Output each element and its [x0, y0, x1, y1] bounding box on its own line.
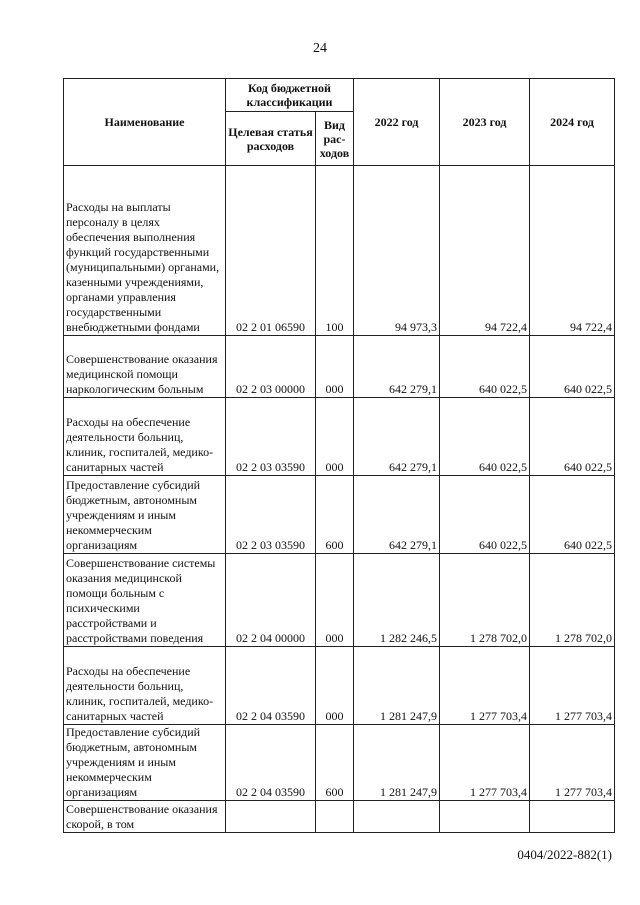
- row-name: Совершенствование системы оказания медицинской помощи больным с психическими расстройствами и расстройствами поведения: [64, 554, 226, 647]
- document-number: 0404/2022-882(1): [517, 847, 612, 862]
- table-row: [64, 554, 615, 647]
- row-value-2024: [530, 801, 615, 833]
- row-expense-type: 600: [316, 476, 354, 554]
- col-header-2023: 2023 год: [440, 79, 530, 166]
- row-value-2022: 642 279,1: [354, 476, 440, 554]
- col-header-2024: 2024 год: [530, 79, 615, 166]
- row-value-2022: [354, 801, 440, 833]
- row-value-2022: 1 282 246,5: [354, 554, 440, 647]
- row-value-2023: 640 022,5: [440, 336, 530, 398]
- row-value-2022: 642 279,1: [354, 398, 440, 476]
- row-value-2024: 1 277 703,4: [530, 647, 615, 725]
- row-value-2024: 1 278 702,0: [530, 554, 615, 647]
- row-target-code: 02 2 01 06590: [226, 166, 316, 336]
- col-header-target-article: Целевая статья расходов: [226, 112, 316, 166]
- row-value-2022: 642 279,1: [354, 336, 440, 398]
- table-row: [64, 166, 615, 336]
- row-value-2023: 1 277 703,4: [440, 647, 530, 725]
- col-header-2022: 2022 год: [354, 79, 440, 166]
- header-row-1: [64, 79, 615, 112]
- row-value-2023: 640 022,5: [440, 398, 530, 476]
- row-target-code: [226, 801, 316, 833]
- row-target-code: 02 2 03 03590: [226, 398, 316, 476]
- table-row: [64, 647, 615, 725]
- row-value-2023: 640 022,5: [440, 476, 530, 554]
- row-name: Расходы на обеспечение деятельности больниц, клиник, госпиталей, медико-санитарных частей: [64, 647, 226, 725]
- row-value-2024: 1 277 703,4: [530, 725, 615, 801]
- row-target-code: 02 2 04 03590: [226, 647, 316, 725]
- table-row: [64, 336, 615, 398]
- table-row: [64, 398, 615, 476]
- row-name: Совершенствование оказания скорой, в том: [64, 801, 226, 833]
- row-target-code: 02 2 04 03590: [226, 725, 316, 801]
- row-value-2023: [440, 801, 530, 833]
- budget-table: [63, 78, 615, 833]
- page-number: 24: [313, 41, 327, 56]
- table-row: [64, 725, 615, 801]
- table-row: [64, 476, 615, 554]
- row-name: Предоставление субсидий бюджетным, автономным учреждениям и иным некоммерческим организациям: [64, 725, 226, 801]
- row-target-code: 02 2 04 00000: [226, 554, 316, 647]
- row-name: Расходы на выплаты персоналу в целях обеспечения выполнения функций государственными (муниципальными) органами, казенными учреждениями, органами управления государственными внебюджетными фондами: [64, 166, 226, 336]
- row-value-2022: 1 281 247,9: [354, 725, 440, 801]
- row-expense-type: 000: [316, 554, 354, 647]
- table-row: [64, 801, 615, 833]
- row-target-code: 02 2 03 03590: [226, 476, 316, 554]
- col-header-name: Наименование: [64, 79, 226, 166]
- row-value-2024: 640 022,5: [530, 336, 615, 398]
- row-target-code: 02 2 03 00000: [226, 336, 316, 398]
- row-value-2024: 640 022,5: [530, 476, 615, 554]
- row-expense-type: 000: [316, 398, 354, 476]
- row-value-2023: 1 278 702,0: [440, 554, 530, 647]
- row-value-2023: 1 277 703,4: [440, 725, 530, 801]
- row-expense-type: 100: [316, 166, 354, 336]
- row-value-2024: 94 722,4: [530, 166, 615, 336]
- row-expense-type: 600: [316, 725, 354, 801]
- row-expense-type: 000: [316, 647, 354, 725]
- row-name: Предоставление субсидий бюджетным, автономным учреждениям и иным некоммерческим организациям: [64, 476, 226, 554]
- row-value-2024: 640 022,5: [530, 398, 615, 476]
- row-name: Расходы на обеспечение деятельности больниц, клиник, госпиталей, медико-санитарных частей: [64, 398, 226, 476]
- row-value-2022: 1 281 247,9: [354, 647, 440, 725]
- row-value-2023: 94 722,4: [440, 166, 530, 336]
- row-expense-type: 000: [316, 336, 354, 398]
- row-value-2022: 94 973,3: [354, 166, 440, 336]
- row-name: Совершенствование оказания медицинской помощи наркологическим больным: [64, 336, 226, 398]
- col-header-expense-type: Вид рас-ходов: [316, 112, 354, 166]
- row-expense-type: [316, 801, 354, 833]
- col-header-code-group: Код бюджетной классификации: [226, 79, 354, 112]
